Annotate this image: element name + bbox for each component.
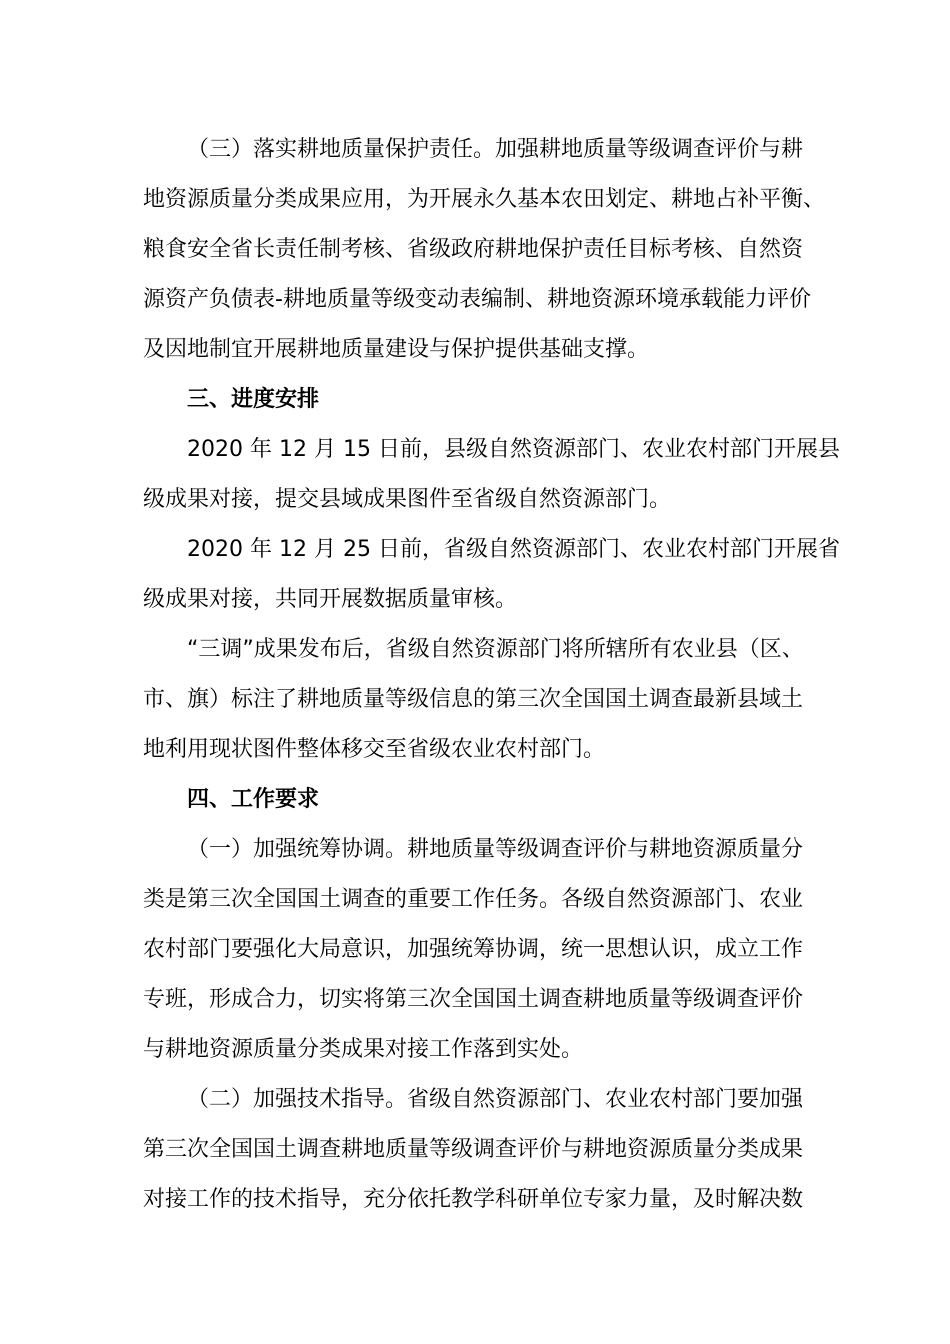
paragraph-line: 2020 年 12 月 15 日前，县级自然资源部门、农业农村部门开展县 xyxy=(187,437,840,462)
paragraph-line: 地利用现状图件整体移交至省级农业农村部门。 xyxy=(143,737,606,762)
paragraph-line: 地资源质量分类成果应用，为开展永久基本农田划定、耕地占补平衡、 xyxy=(143,187,826,212)
paragraph-line: 对接工作的技术指导，充分依托教学科研单位专家力量，及时解决数 xyxy=(143,1187,804,1212)
section-heading: 四、工作要求 xyxy=(187,787,320,812)
paragraph-line: （三）落实耕地质量保护责任。加强耕地质量等级调查评价与耕 xyxy=(187,137,804,162)
paragraph-line: （一）加强统筹协调。耕地质量等级调查评价与耕地资源质量分 xyxy=(187,837,804,862)
paragraph-line: （二）加强技术指导。省级自然资源部门、农业农村部门要加强 xyxy=(187,1087,804,1112)
paragraph-line: 及因地制宜开展耕地质量建设与保护提供基础支撑。 xyxy=(143,337,650,362)
paragraph-line: 粮食安全省长责任制考核、省级政府耕地保护责任目标考核、自然资 xyxy=(143,237,804,262)
paragraph-line: 源资产负债表-耕地质量等级变动表编制、耕地资源环境承载能力评价 xyxy=(143,287,811,312)
paragraph-line: 市、旗）标注了耕地质量等级信息的第三次全国国土调查最新县域土 xyxy=(143,687,804,712)
section-heading: 三、进度安排 xyxy=(187,387,320,412)
paragraph-line: 农村部门要强化大局意识，加强统筹协调，统一思想认识，成立工作 xyxy=(143,937,804,962)
paragraph-line: 级成果对接，提交县域成果图件至省级自然资源部门。 xyxy=(143,487,672,512)
paragraph-line: 第三次全国国土调查耕地质量等级调查评价与耕地资源质量分类成果 xyxy=(143,1137,804,1162)
paragraph-line: 类是第三次全国国土调查的重要工作任务。各级自然资源部门、农业 xyxy=(143,887,804,912)
paragraph-line: 与耕地资源质量分类成果对接工作落到实处。 xyxy=(143,1037,584,1062)
paragraph-line: 2020 年 12 月 25 日前，省级自然资源部门、农业农村部门开展省 xyxy=(187,537,840,562)
paragraph-line: 专班，形成合力，切实将第三次全国国土调查耕地质量等级调查评价 xyxy=(143,987,804,1012)
paragraph-line: “三调”成果发布后，省级自然资源部门将所辖所有农业县（区、 xyxy=(187,637,804,662)
paragraph-line: 级成果对接，共同开展数据质量审核。 xyxy=(143,587,518,612)
